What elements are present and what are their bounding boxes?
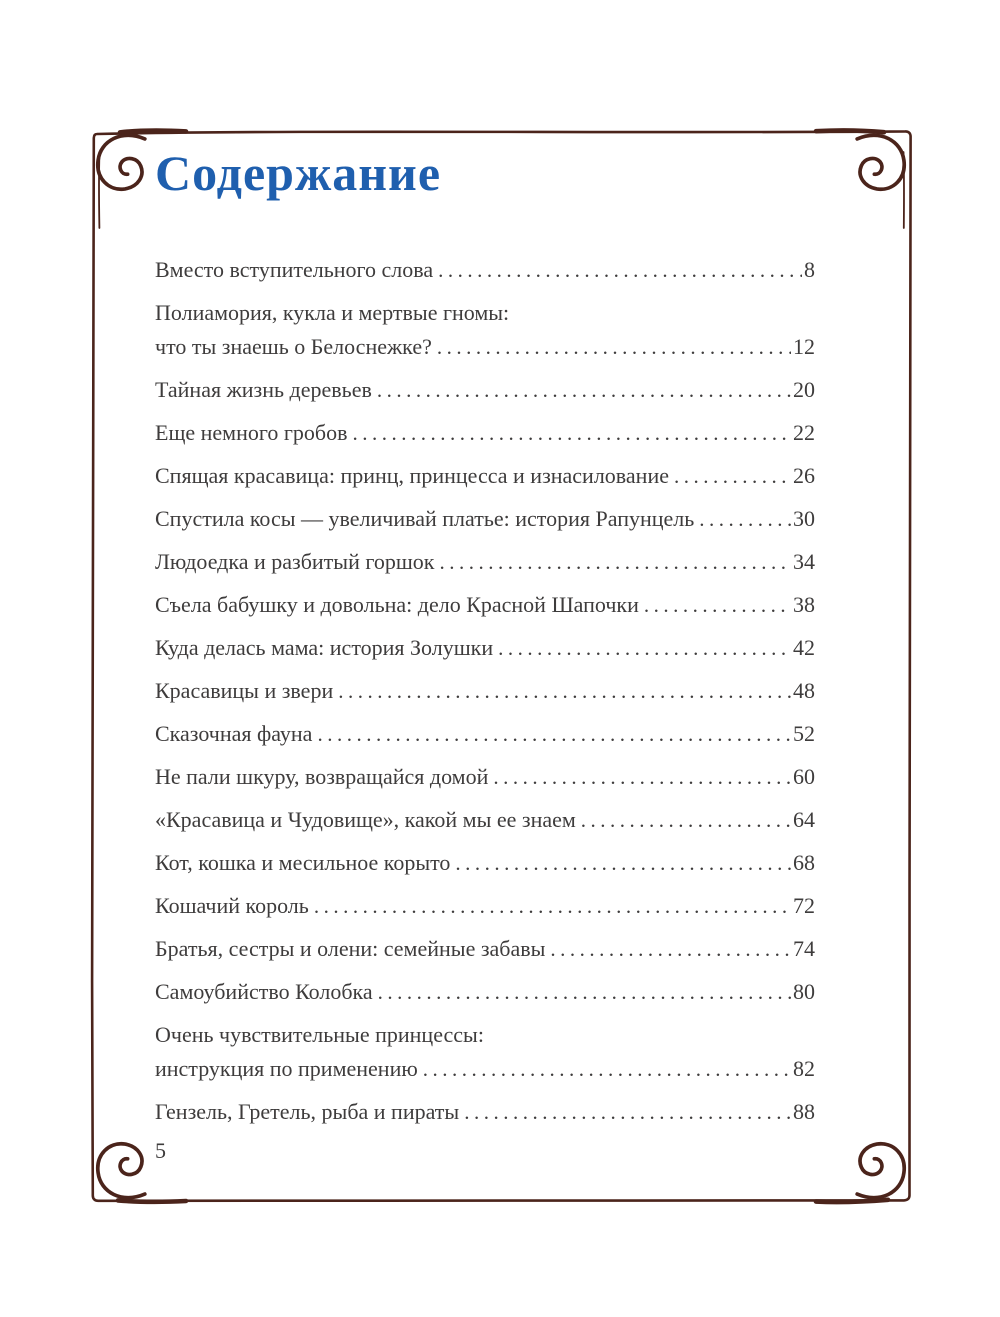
toc-entry-page-number: 64 xyxy=(793,807,815,832)
dot-leader xyxy=(581,803,791,837)
toc-entry xyxy=(155,1018,815,1086)
toc-entry-title: Не пали шкуру, возвращайся домой xyxy=(155,764,489,789)
toc-entry xyxy=(155,373,815,407)
toc-entry-page-number: 26 xyxy=(793,463,815,488)
toc-entry-page-number: 60 xyxy=(793,764,815,789)
toc-entry-page-number: 48 xyxy=(793,678,815,703)
toc-entry xyxy=(155,253,815,287)
toc-entry-title: Красавицы и звери xyxy=(155,678,334,703)
dot-leader xyxy=(550,932,791,966)
toc-entry xyxy=(155,932,815,966)
toc-entry-title: «Красавица и Чудовище», какой мы ее знаем xyxy=(155,807,576,832)
toc-entry-page-number: 38 xyxy=(793,592,815,617)
toc-entry-title: Братья, сестры и олени: семейные забавы xyxy=(155,936,546,961)
toc-entry xyxy=(155,674,815,708)
toc-entry-page-number: 82 xyxy=(793,1056,815,1081)
toc-entry xyxy=(155,416,815,450)
toc-entry-title: Спящая красавица: принц, принцесса и изнасилование xyxy=(155,463,669,488)
toc-entry-title: Сказочная фауна xyxy=(155,721,313,746)
toc-entry xyxy=(155,760,815,794)
toc-entry xyxy=(155,545,815,579)
toc-entry-title: Спустила косы — увеличивай платье: история Рапунцель xyxy=(155,506,695,531)
toc-entry-page-number: 72 xyxy=(793,893,815,918)
toc-entry xyxy=(155,975,815,1009)
folio-page-number: 5 xyxy=(155,1138,166,1163)
dot-leader xyxy=(338,674,791,708)
dot-leader xyxy=(314,889,791,923)
toc-entry-page-number: 68 xyxy=(793,850,815,875)
toc-entry xyxy=(155,588,815,622)
toc-list xyxy=(155,253,815,1129)
dot-leader xyxy=(493,760,791,794)
toc-entry xyxy=(155,717,815,751)
toc-entry-page-number: 22 xyxy=(793,420,815,445)
toc-entry-title: инструкция по применению xyxy=(155,1056,418,1081)
toc-entry-page-number: 20 xyxy=(793,377,815,402)
toc-entry-title: Очень чувствительные принцессы: xyxy=(155,1022,484,1047)
toc-entry xyxy=(155,296,815,364)
dot-leader xyxy=(352,416,791,450)
toc-entry-title: Еще немного гробов xyxy=(155,420,348,445)
toc-entry-page-number: 30 xyxy=(793,506,815,531)
toc-entry-title: Съела бабушку и довольна: дело Красной Шапочки xyxy=(155,592,639,617)
dot-leader xyxy=(498,631,791,665)
corner-flourish-bottom-left-icon xyxy=(98,1144,145,1198)
toc-entry-page-number: 12 xyxy=(793,334,815,359)
page-content xyxy=(155,0,815,1138)
toc-entry-page-number: 42 xyxy=(793,635,815,660)
toc-entry-title: Самоубийство Колобка xyxy=(155,979,373,1004)
toc-entry xyxy=(155,846,815,880)
toc-entry xyxy=(155,803,815,837)
toc-entry-title: Гензель, Гретель, рыба и пираты xyxy=(155,1099,460,1124)
toc-entry-title: что ты знаешь о Белоснежке? xyxy=(155,334,432,359)
toc-entry xyxy=(155,631,815,665)
toc-entry xyxy=(155,459,815,493)
toc-entry-title: Вместо вступительного слова xyxy=(155,257,434,282)
toc-entry xyxy=(155,502,815,536)
dot-leader xyxy=(674,459,791,493)
corner-flourish-top-right-icon xyxy=(857,135,904,189)
dot-leader xyxy=(438,253,802,287)
corner-flourish-bottom-right-icon xyxy=(857,1144,904,1198)
dot-leader xyxy=(464,1095,791,1129)
toc-entry-page-number: 8 xyxy=(804,257,815,282)
toc-entry-page-number: 74 xyxy=(793,936,815,961)
toc-entry-title: Полиамория, кукла и мертвые гномы: xyxy=(155,300,510,325)
dot-leader xyxy=(378,975,791,1009)
page-title: Содержание xyxy=(155,145,442,201)
toc-entry-page-number: 34 xyxy=(793,549,815,574)
dot-leader xyxy=(644,588,791,622)
dot-leader xyxy=(437,330,791,364)
toc-entry-page-number: 80 xyxy=(793,979,815,1004)
dot-leader xyxy=(699,502,791,536)
dot-leader xyxy=(377,373,791,407)
toc-entry-page-number: 52 xyxy=(793,721,815,746)
toc-entry xyxy=(155,1095,815,1129)
toc-entry-title: Людоедка и разбитый горшок xyxy=(155,549,435,574)
corner-flourish-top-left-icon xyxy=(98,135,145,189)
toc-entry xyxy=(155,889,815,923)
dot-leader xyxy=(423,1052,791,1086)
dot-leader xyxy=(317,717,791,751)
toc-entry-title: Кот, кошка и месильное корыто xyxy=(155,850,451,875)
toc-entry-title: Кошачий король xyxy=(155,893,309,918)
toc-entry-title: Тайная жизнь деревьев xyxy=(155,377,372,402)
dot-leader xyxy=(439,545,791,579)
dot-leader xyxy=(455,846,791,880)
toc-entry-title: Куда делась мама: история Золушки xyxy=(155,635,494,660)
toc-entry-page-number: 88 xyxy=(793,1099,815,1124)
